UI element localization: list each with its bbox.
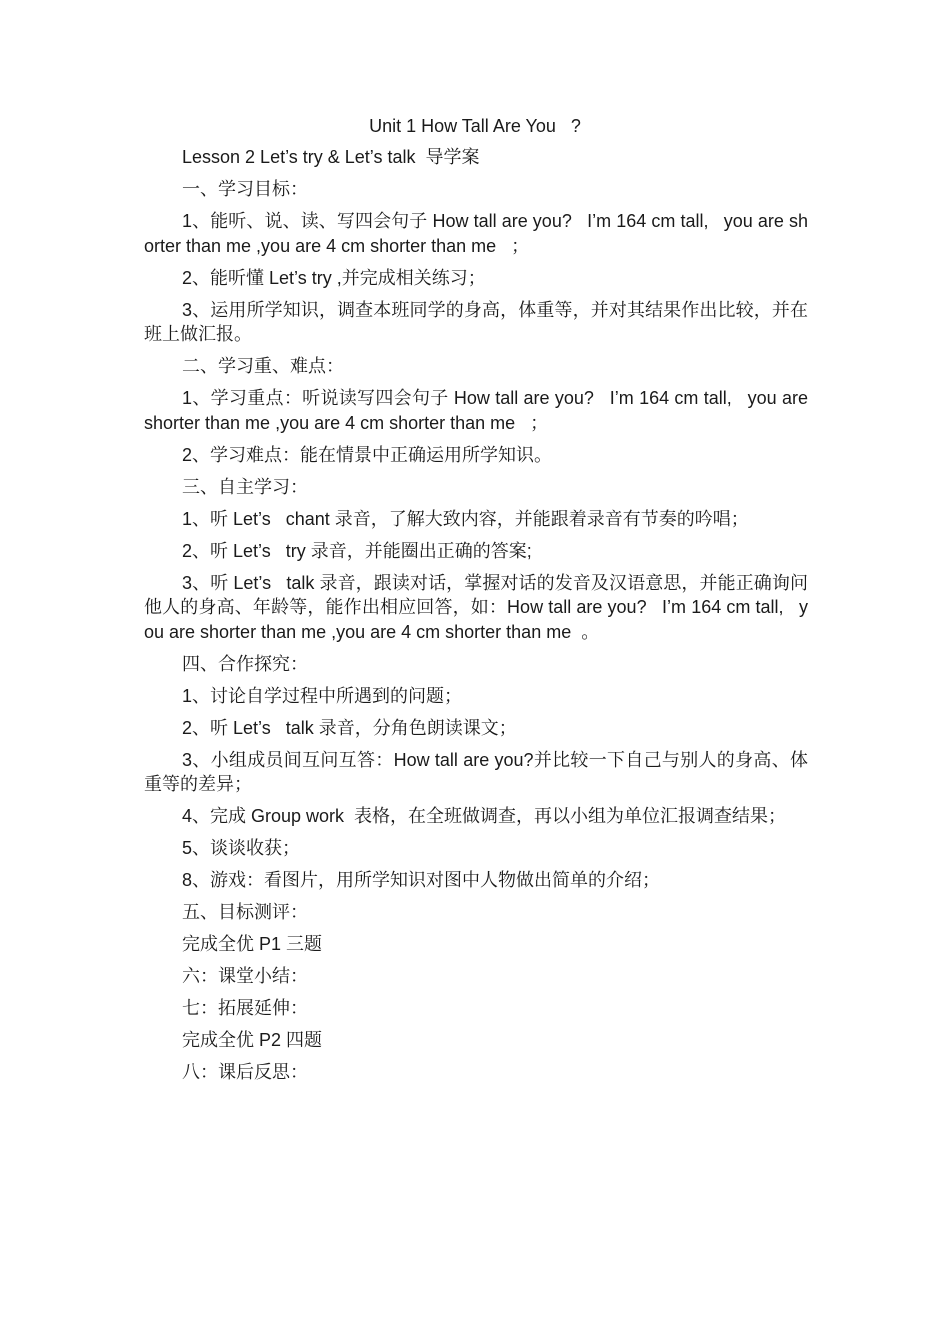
assessment-item: 完成全优 P1 三题 [182, 934, 323, 954]
self-study-item-1: 1、听 Let’s chant 录音，了解大致内容，并能跟着录音有节奏的吟唱； [182, 508, 749, 529]
section-heading-extension: 七：拓展延伸： [182, 998, 308, 1018]
cooperation-item-2: 2、听 Let’s talk 录音，分角色朗读课文； [182, 717, 517, 738]
key-point-item-1: 1、学习重点：听说读写四会句子 How tall are you? I’m 164 cm tall, you are shorter than me ,you are 4 cm shorter than me ； [144, 388, 814, 433]
self-study-item-2: 2、听 Let’s try 录音，并能圈出正确的答案; [182, 540, 532, 561]
lesson-heading: Lesson 2 Let’s try & Let’s talk 导学案 [182, 147, 480, 167]
section-heading-assessment: 五、目标测评： [182, 902, 308, 922]
cooperation-item-1: 1、讨论自学过程中所遇到的问题； [182, 685, 463, 706]
objective-item-2: 2、能听懂 Let’s try ,并完成相关练习； [182, 267, 486, 288]
extension-item: 完成全优 P2 四题 [182, 1030, 323, 1050]
section-heading-summary: 六：课堂小结： [182, 966, 308, 986]
section-heading-cooperation: 四、合作探究： [182, 653, 308, 674]
cooperation-item-4: 4、完成 Group work 表格，在全班做调查，再以小组为单位汇报调查结果； [182, 806, 787, 826]
objective-item-1: 1、能听、说、读、写四会句子 How tall are you? I’m 164 cm tall, you are shorter than me ,you are 4 cm shorter than me ； [144, 211, 808, 256]
section-heading-self-study: 三、自主学习： [182, 476, 308, 497]
self-study-item-3: 3、听 Let’s talk 录音，跟读对话，掌握对话的发音及汉语意思，并能正确询问他人的身高、年龄等，能作出相应回答，如：How tall are you? I’m 164 cm tall, you are shorter than me ,you are 4 cm shorter than me 。 [144, 572, 808, 642]
section-heading-reflection: 八：课后反思： [182, 1062, 308, 1082]
document-body [144, 145, 814, 1092]
cooperation-item-5: 5、谈谈收获； [182, 838, 301, 858]
cooperation-item-3: 3、小组成员间互问互答：How tall are you?并比较一下自己与别人的身高、体重等的差异； [144, 749, 808, 794]
key-point-item-2: 2、学习难点：能在情景中正确运用所学知识。 [182, 444, 553, 465]
section-heading-key-points: 二、学习重、难点： [182, 356, 344, 376]
cooperation-item-8: 8、游戏：看图片，用所学知识对图中人物做出简单的介绍； [182, 870, 661, 890]
objective-item-3: 3、运用所学知识，调查本班同学的身高，体重等，并对其结果作出比较，并在班上做汇报。 [144, 299, 808, 344]
document-title: Unit 1 How Tall Are You ? [369, 116, 581, 136]
section-heading-objectives: 一、学习目标： [182, 179, 308, 199]
